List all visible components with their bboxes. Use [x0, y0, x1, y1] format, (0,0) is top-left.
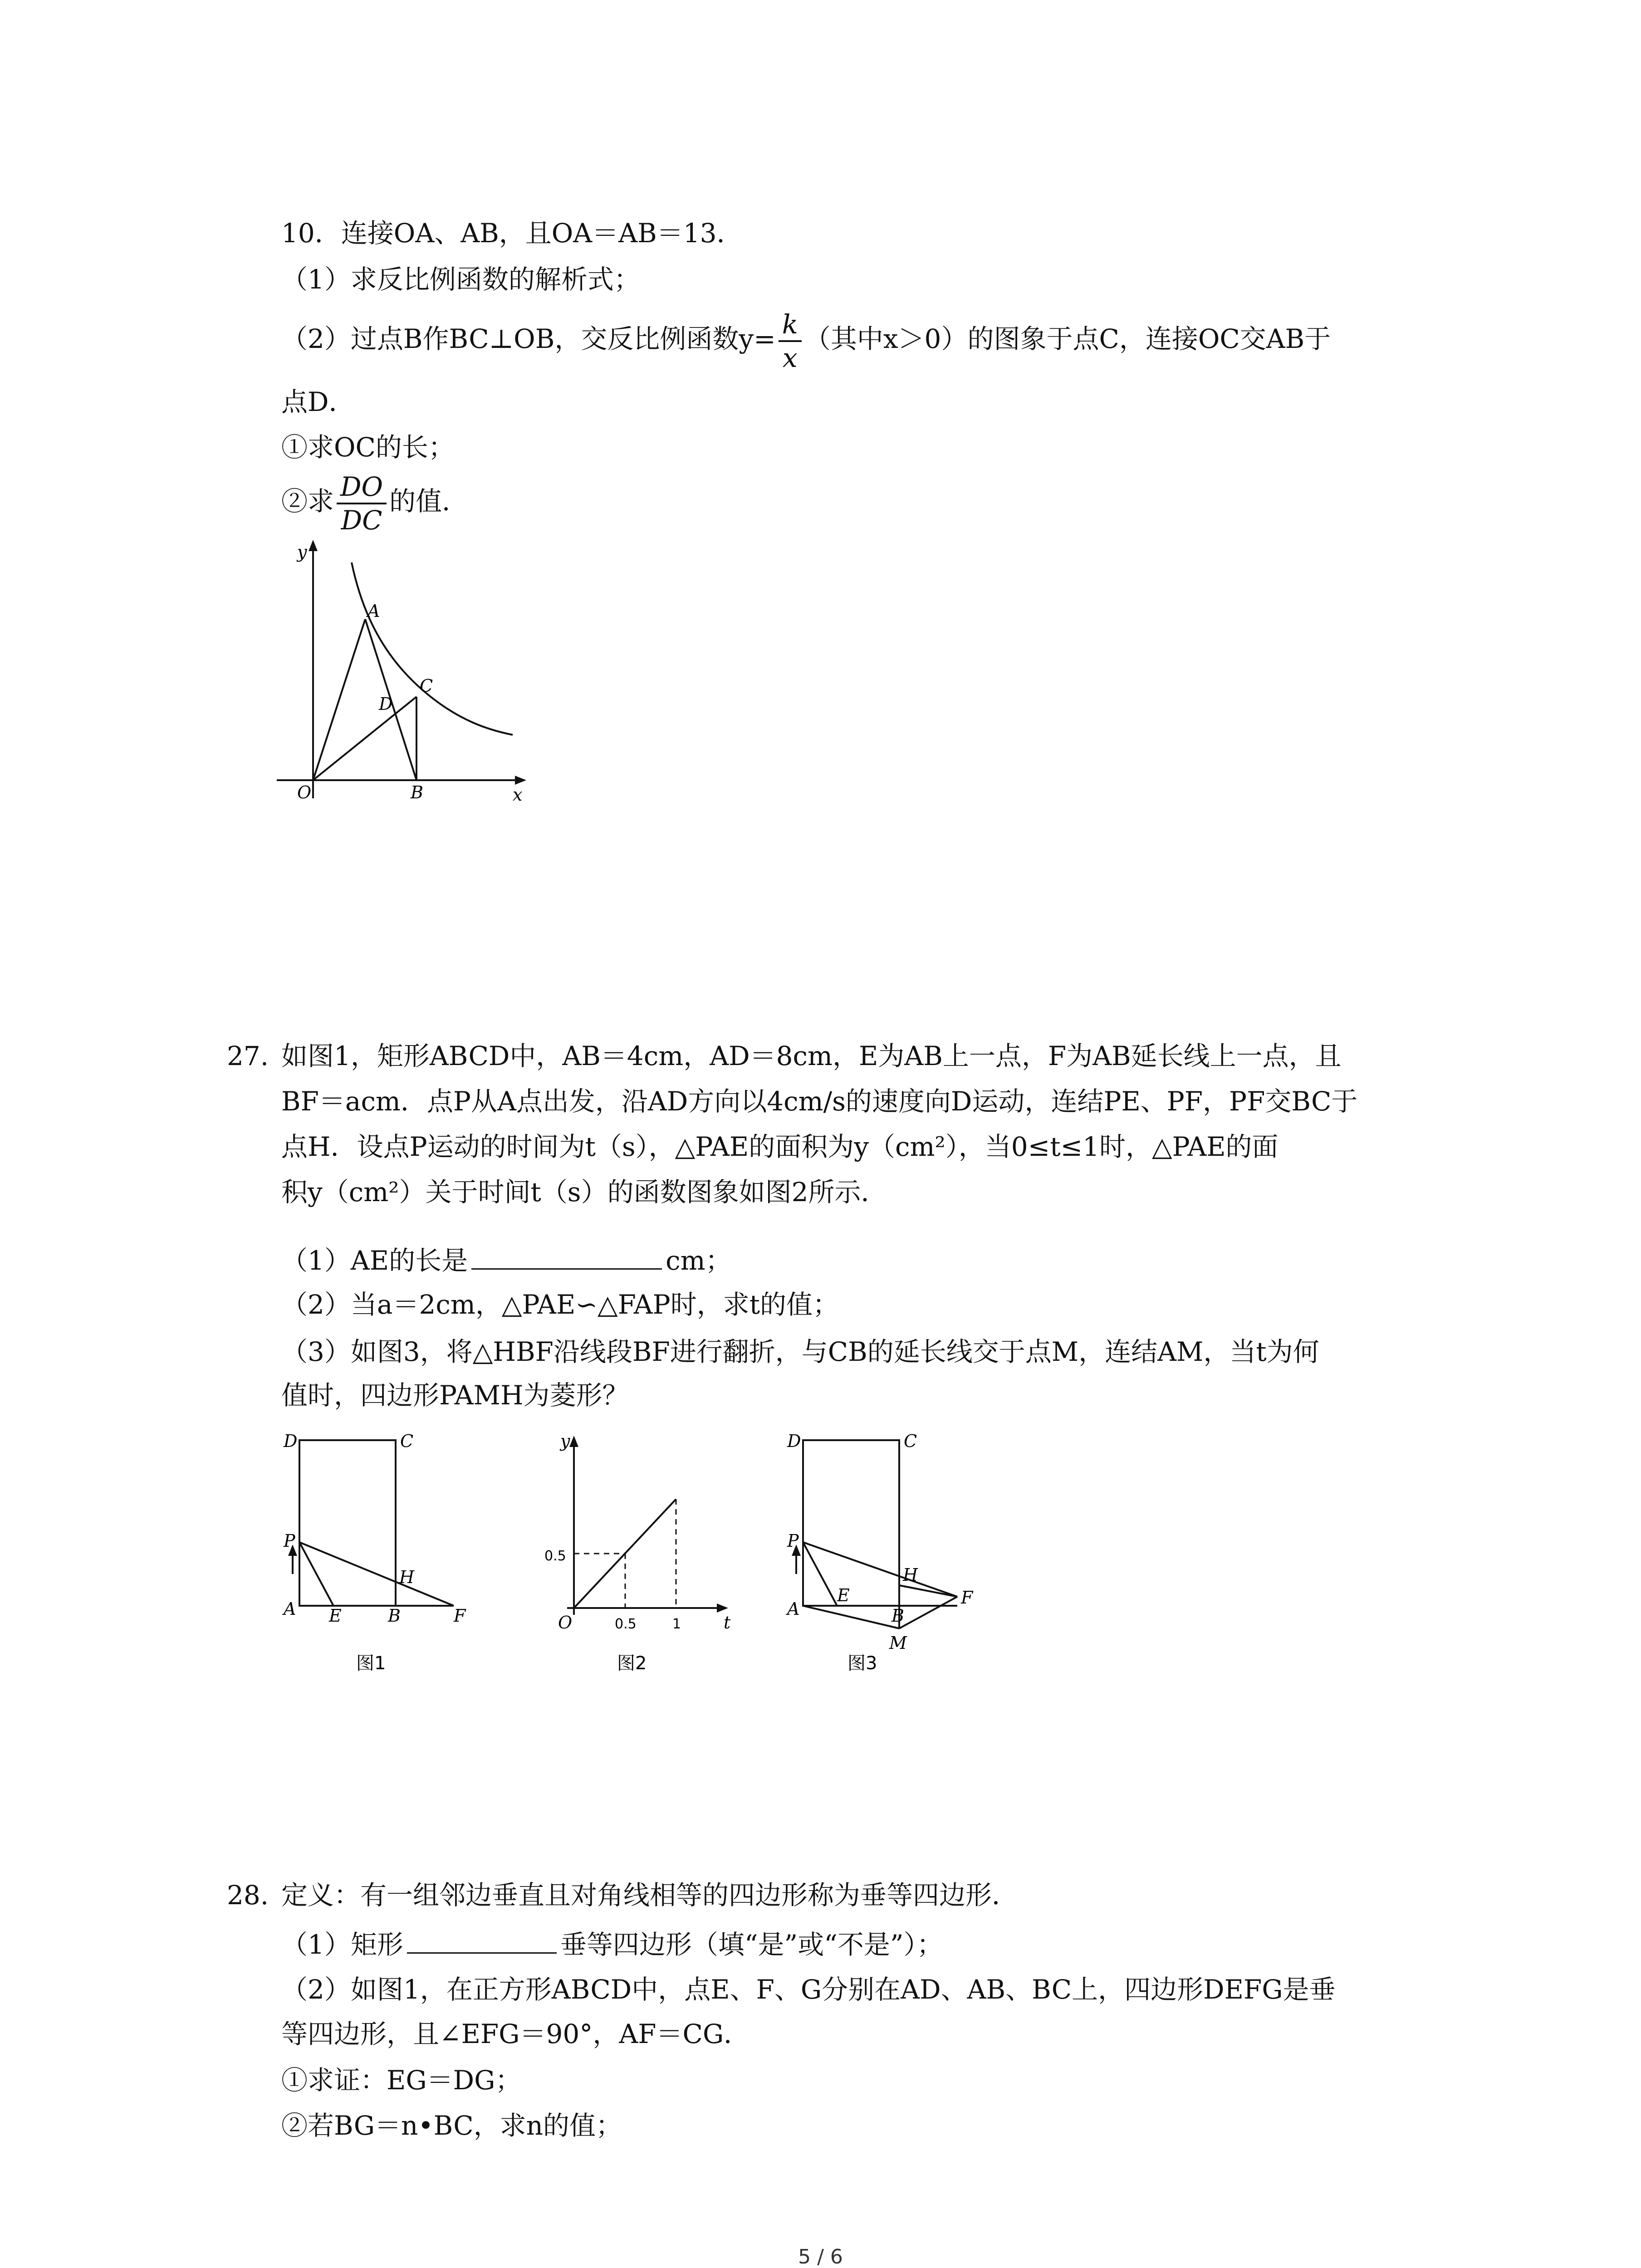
fig1-caption: 图1: [356, 1653, 386, 1674]
fig3-label-e: E: [837, 1585, 850, 1605]
q26-figure: [268, 535, 540, 807]
fig-label-c: C: [420, 676, 433, 696]
fig1-label-d: D: [284, 1431, 298, 1451]
fig1-label-c: C: [400, 1431, 414, 1451]
q27-fig1: [272, 1415, 481, 1687]
q26-part2: [281, 305, 1331, 374]
fig3-label-m: M: [889, 1633, 907, 1653]
q27-line3: 点H．设点P运动的时间为t（s），△PAE的面积为y（cm²），当0≤t≤1时，△PAE的面: [281, 1131, 1279, 1162]
fig2-tick-y: 0.5: [544, 1548, 566, 1564]
fig3-label-f: F: [961, 1588, 973, 1608]
q27-line4: 积y（cm²）关于时间t（s）的函数图象如图2所示．: [281, 1177, 887, 1207]
fig1-label-a: A: [284, 1599, 296, 1619]
q26-part2-post: （其中x＞0）的图象于点C，连接OC交AB于: [804, 323, 1331, 354]
frac-numerator: k: [779, 308, 802, 342]
fig-label-y: y: [297, 542, 307, 562]
fig-label-d: D: [379, 694, 393, 714]
q28-p1-pre: （1）矩形: [281, 1929, 403, 1960]
q28-number: 28.: [227, 1880, 269, 1911]
q27-p1-post: cm；: [666, 1245, 732, 1276]
q27-fig2: [522, 1415, 749, 1687]
q28-line1: 定义：有一组邻边垂直且对角线相等的四边形称为垂等四边形．: [281, 1880, 1019, 1911]
q28-p1-post: 垂等四边形（填“是”或“不是”）；: [560, 1929, 943, 1960]
fig3-label-d: D: [787, 1431, 801, 1451]
q27-p3-line1: （3）如图3，将△HBF沿线段BF进行翻折，与CB的延长线交于点M，连结AM，当t为何: [281, 1336, 1319, 1367]
frac-denominator: x: [782, 342, 798, 373]
fig-label-o: O: [297, 782, 312, 802]
fig3-label-c: C: [904, 1431, 917, 1451]
fig-label-b: B: [411, 782, 423, 802]
q26-part2-tail: 点D．: [281, 386, 355, 417]
q27-p1-pre: （1）AE的长是: [281, 1245, 468, 1276]
fig3-label-h: H: [903, 1565, 918, 1585]
fig2-caption: 图2: [617, 1653, 647, 1674]
fig3-caption: 图3: [847, 1653, 877, 1674]
fig2-label-t: t: [724, 1613, 731, 1633]
q27-number: 27.: [227, 1041, 269, 1071]
q26-sub2-post: 的值．: [389, 486, 469, 517]
q28-s1: ①求证：EG＝DG；: [281, 2065, 522, 2096]
fig1-label-p: P: [284, 1531, 295, 1551]
fraction-do-over-dc: [337, 471, 387, 536]
fig2-tick-x2: 1: [672, 1616, 681, 1632]
q27-p3-line2: 值时，四边形PAMH为菱形？: [281, 1380, 629, 1411]
ratio-denominator: DC: [341, 504, 382, 536]
fig2-label-o: O: [558, 1613, 573, 1633]
q28-p2-line1: （2）如图1，在正方形ABCD中，点E、F、G分别在AD、AB、BC上，四边形DEFG是垂: [281, 1974, 1336, 2005]
fig2-label-y: y: [560, 1431, 570, 1451]
fig-label-a: A: [367, 601, 380, 621]
fig1-label-f: F: [454, 1606, 466, 1626]
q26-sub1: ①求OC的长；: [281, 432, 455, 463]
fig3-label-a: A: [787, 1599, 800, 1619]
q27-line2: BF＝acm．点P从A点出发，沿AD方向以4cm/s的速度向D运动，连结PE、PF，PF交BC于: [281, 1086, 1358, 1117]
ratio-numerator: DO: [337, 471, 387, 504]
fig3-label-p: P: [787, 1531, 799, 1551]
fig1-label-b: B: [388, 1606, 401, 1626]
q28-p2-line2: 等四边形，且∠EFG＝90°，AF＝CG．: [281, 2019, 750, 2049]
fraction-k-over-x: [779, 308, 802, 374]
q27-p2: （2）当a＝2cm，△PAE∽△FAP时，求t的值；: [281, 1289, 839, 1320]
q26-sub2-pre: ②求: [281, 486, 334, 517]
q28-p1: [281, 1927, 943, 1961]
q26-line1: 10．连接OA、AB，且OA＝AB＝13．: [281, 218, 743, 249]
q26-sub2: [281, 467, 468, 536]
page-number: 5 / 6: [798, 2245, 843, 2268]
answer-blank[interactable]: [471, 1243, 662, 1270]
fig1-label-h: H: [399, 1567, 415, 1587]
q28-s2: ②若BG＝n•BC，求n的值；: [281, 2110, 622, 2141]
fig3-label-b: B: [892, 1606, 904, 1626]
fig1-label-e: E: [329, 1606, 342, 1626]
q27-line1: 如图1，矩形ABCD中，AB＝4cm，AD＝8cm，E为AB上一点，F为AB延长线上一点，且: [281, 1041, 1342, 1071]
q27-p1: [281, 1243, 732, 1277]
q26-part2-pre: （2）过点B作BC⊥OB，交反比例函数y=: [281, 323, 776, 354]
q26-part1: （1）求反比例函数的解析式；: [281, 264, 640, 295]
fig-label-x: x: [513, 785, 523, 805]
q27-fig3: [771, 1415, 998, 1687]
answer-blank[interactable]: [407, 1927, 557, 1954]
fig2-tick-x1: 0.5: [615, 1616, 637, 1632]
